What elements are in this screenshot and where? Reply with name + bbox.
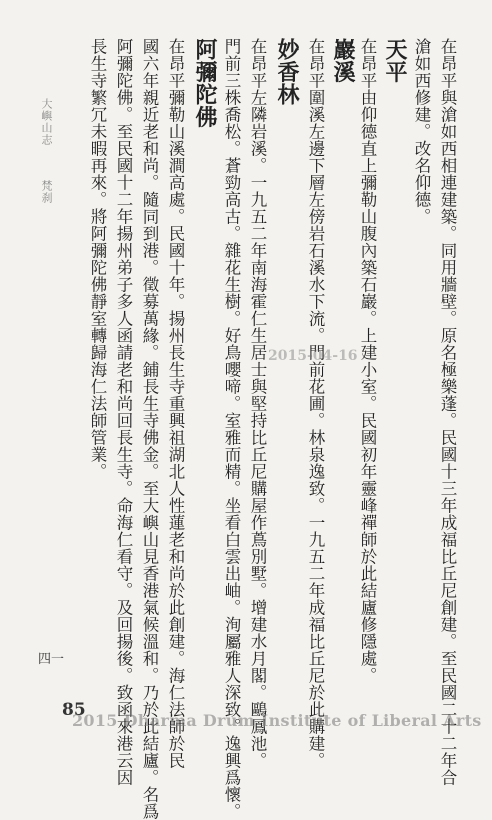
text-column: 門前三株喬松。蒼勁高古。雜花生樹。好鳥嚶啼。室雅而精。坐看白雲出岫。洵屬雅人深致。逸興爲懷。 [222, 38, 241, 820]
watermark-date: 2015-04-16 [268, 348, 358, 364]
text-column: 在昂平與滄如西相連建築。同用牆壁。原名極樂蓬。民國十三年成福比丘尼創建。至民國二十二年合 [438, 38, 457, 786]
section-heading: 巖溪 [330, 38, 356, 83]
text-column: 在昂平左隣岩溪。一九五二年南海霍仁生居士與堅持比丘尼購屋作蔦別墅。增建水月閣。鷗鳳池。 [248, 38, 267, 769]
text-column: 在昂平圍溪左邊下層左傍岩石溪水下流。門前花圃。林泉逸致。一九五二年成福比丘尼於此購建。 [306, 38, 325, 769]
text-column: 國六年親近老和尚。隨同到港。徵募萬緣。鋪長生寺佛金。至大嶼山見香港氣候溫和。乃於此結廬。名爲 [140, 38, 159, 820]
text-column: 在昂平由仰德直上彌勒山腹內築石巖。上建小室。民國初年靈峰禪師於此結廬修隱處。 [358, 38, 377, 684]
text-column: 長生寺繁冗未暇再來。將阿彌陀佛靜室轉歸海仁法師管業。 [88, 38, 107, 480]
text-column: 滄如西修建。改名仰德。 [412, 38, 431, 225]
section-heading: 阿彌陀佛 [192, 38, 218, 128]
page-number: 85 [62, 700, 86, 720]
running-title: 大嶼山志 [40, 98, 53, 146]
text-column: 阿彌陀佛。至民國十二年揚州弟子多人函請老和尚回長生寺。命海仁看守。及回揚後。致函來港云因 [114, 38, 133, 786]
section-heading: 妙香林 [274, 38, 300, 106]
text-column: 在昂平彌勒山溪澗高處。民國十年。揚州長生寺重興祖湖北人性蓮老和尚於此創建。海仁法師於民 [166, 38, 185, 769]
section-heading: 天平 [382, 38, 408, 83]
running-section: 梵刹 [40, 180, 53, 204]
watermark-institute: 2015 Dharma Drum Institute of Liberal Arts [72, 711, 482, 730]
page-number-cjk: 四一 [38, 652, 65, 667]
